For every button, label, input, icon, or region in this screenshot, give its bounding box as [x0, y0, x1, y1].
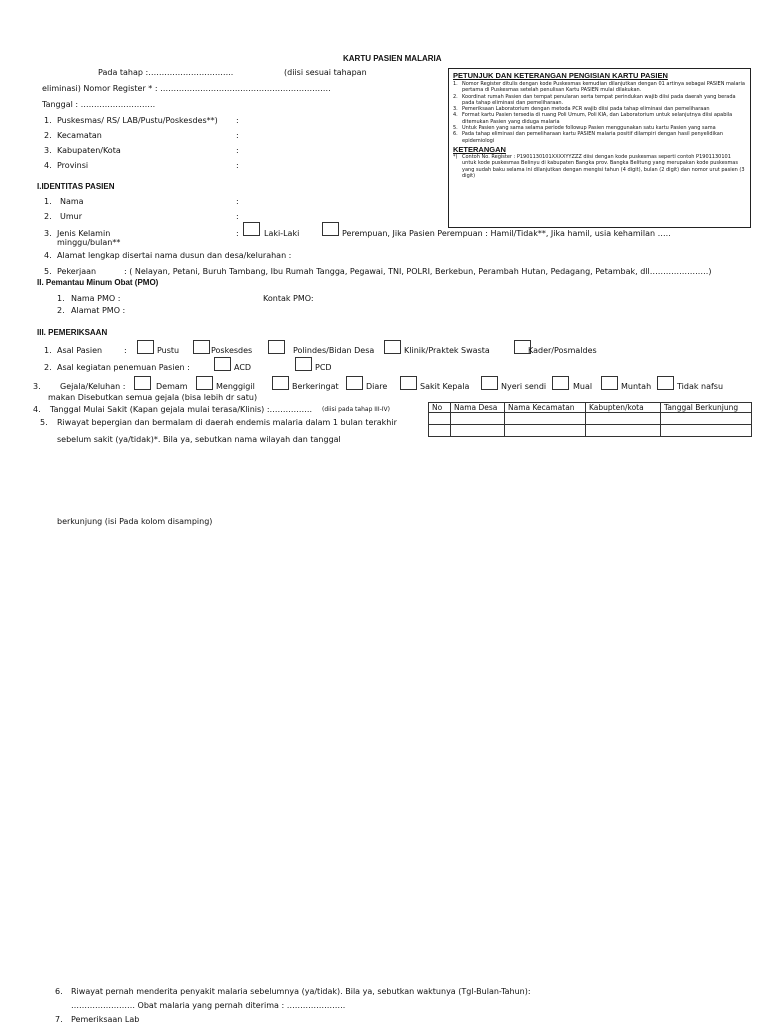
instructions-list: [453, 81, 746, 144]
table-header-row: [429, 403, 752, 413]
tanggal-field[interactable]: Tanggal : ……………………….: [42, 100, 156, 109]
perempuan-label: Perempuan, Jika Pasien Perempuan : Hamil/Tidak**, Jika hamil, usia kehamilan …..: [342, 229, 671, 238]
diare-label: Diare: [366, 382, 388, 391]
kegiatan-number: 2.: [44, 363, 52, 372]
page-title: KARTU PASIEN MALARIA: [343, 54, 442, 63]
jenis-kelamin-number: 3.: [44, 229, 52, 238]
kader-label: Kader/Posmaldes: [528, 346, 597, 355]
col-no: No: [429, 403, 451, 413]
jenis-kelamin-label: Jenis Kelamin: [57, 229, 111, 238]
gejala-label: Gejala/Keluhan :: [60, 382, 126, 391]
pcd-checkbox[interactable]: [295, 357, 312, 371]
asal-pasien-label: Asal Pasien: [57, 346, 103, 355]
tidak-nafsu-label: Tidak nafsu: [677, 382, 724, 391]
obat-malaria-field[interactable]: …………………… Obat malaria yang pernah diterima : ………………….: [71, 1001, 346, 1010]
puskesmas-number: 1.: [44, 116, 52, 125]
polindes-label: Polindes/Bidan Desa: [293, 346, 375, 355]
instruction-number: 4.: [453, 112, 458, 119]
riwayat-malaria-label: Riwayat pernah menderita penyakit malaria sebelumnya (ya/tidak). Bila ya, sebutkan waktunya (Tgl-Bulan-Tahun):: [71, 987, 531, 996]
nama-pmo-number: 1.: [57, 294, 65, 303]
alamat-pmo-number: 2.: [57, 306, 65, 315]
nama-label: Nama: [60, 197, 84, 206]
pustu-label: Pustu: [157, 346, 180, 355]
provinsi-colon: :: [236, 161, 239, 170]
col-kabupaten: Kabupten/kota: [586, 403, 661, 413]
klinik-checkbox[interactable]: [384, 340, 401, 354]
gejala-continuation: makan Disebutkan semua gejala (bisa lebih dr satu): [48, 393, 258, 402]
instruction-item: [453, 112, 746, 125]
nama-colon: :: [236, 197, 239, 206]
sakit-kepala-label: Sakit Kepala: [420, 382, 470, 391]
instruction-text: Nomor Register ditulis dengan kode Puskesmas kemudian dilanjutkan dengan 01 artinya sebagai PASIEN malaria pertama di Puskesmas setelah penulisan Kartu PASIEN mulai dilakukan.: [462, 81, 745, 94]
jenis-kelamin-colon: :: [236, 229, 239, 238]
berkeringat-label: Berkeringat: [292, 382, 339, 391]
alamat-number: 4.: [44, 251, 52, 260]
puskesmas-label: Puskesmas/ RS/ LAB/Pustu/Poskesdes**): [57, 116, 218, 125]
muntah-label: Muntah: [621, 382, 652, 391]
sakit-kepala-checkbox[interactable]: [400, 376, 417, 390]
note-mark: *): [453, 153, 458, 160]
keterangan-note: [453, 154, 746, 179]
riwayat-line-1: Riwayat bepergian dan bermalam di daerah endemis malaria dalam 1 bulan terakhir: [57, 418, 397, 427]
riwayat-line-3: berkunjung (isi Pada kolom disamping): [57, 517, 213, 526]
umur-number: 2.: [44, 212, 52, 221]
tidak-nafsu-checkbox[interactable]: [657, 376, 674, 390]
tanggal-sakit-label: Tanggal Mulai Sakit (Kapan gejala mulai terasa/Klinis) :…………….: [50, 405, 313, 414]
keterangan-title: KETERANGAN: [453, 144, 506, 154]
diare-checkbox[interactable]: [346, 376, 363, 390]
kabupaten-label: Kabupaten/Kota: [57, 146, 121, 155]
tanggal-sakit-note: (diisi pada tahap III-IV): [322, 406, 390, 413]
table-cell[interactable]: [661, 425, 752, 437]
gejala-number: 3.: [33, 382, 41, 391]
polindes-checkbox[interactable]: [268, 340, 285, 354]
menggigil-label: Menggigil: [216, 382, 255, 391]
mual-label: Mual: [573, 382, 593, 391]
perempuan-checkbox[interactable]: [322, 222, 339, 236]
provinsi-number: 4.: [44, 161, 52, 170]
laki-laki-label: Laki-Laki: [264, 229, 300, 238]
section-pmo-title: II. Pemantau Minum Obat (PMO): [37, 278, 159, 287]
table-row: [429, 425, 752, 437]
instruction-text: Format kartu Pasien tersedia di ruang Poli Umum, Poli KIA, dan Laboratorium untuk selanjutnya diisi apabila ditemukan Pasien yang diduga malaria: [462, 112, 733, 125]
asal-pasien-number: 1.: [44, 346, 52, 355]
instructions-box: [448, 68, 751, 228]
umur-colon: :: [236, 212, 239, 221]
table-cell[interactable]: [429, 413, 451, 425]
nyeri-sendi-label: Nyeri sendi: [501, 382, 547, 391]
instruction-text: Pada tahap eliminasi dan pemeliharaan kartu PASIEN malaria positif dilampiri dengan hasil penyelidikan epidemiologi: [462, 131, 724, 144]
pemeriksaan-lab-label: Pemeriksaan Lab: [71, 1015, 140, 1024]
pekerjaan-number: 5.: [44, 267, 52, 276]
instructions-title: PETUNJUK DAN KETERANGAN PENGISIAN KARTU PASIEN: [453, 71, 668, 80]
instruction-item: [453, 131, 746, 144]
minggu-bulan-label: minggu/bulan**: [57, 238, 121, 247]
nomor-register-field[interactable]: eliminasi) Nomor Register * : ……………………………………………………….: [42, 84, 331, 93]
visit-history-table: [428, 402, 752, 437]
col-nama-kecamatan: Nama Kecamatan: [505, 403, 586, 413]
table-cell[interactable]: [505, 425, 586, 437]
tanggal-sakit-number: 4.: [33, 405, 41, 414]
riwayat-line-2: sebelum sakit (ya/tidak)*. Bila ya, sebutkan nama wilayah dan tanggal: [57, 435, 341, 444]
riwayat-number: 5.: [40, 418, 48, 427]
section-identitas-title: I.IDENTITAS PASIEN: [37, 182, 115, 191]
kecamatan-number: 2.: [44, 131, 52, 140]
instruction-item: [453, 94, 746, 107]
instruction-number: 6.: [453, 131, 458, 138]
klinik-label: Klinik/Praktek Swasta: [404, 346, 490, 355]
pada-tahap-field[interactable]: Pada tahap :…………………………..: [98, 68, 234, 77]
table-cell[interactable]: [661, 413, 752, 425]
umur-label: Umur: [60, 212, 83, 221]
demam-checkbox[interactable]: [134, 376, 151, 390]
table-cell[interactable]: [451, 425, 505, 437]
berkeringat-checkbox[interactable]: [272, 376, 289, 390]
poskesdes-checkbox[interactable]: [193, 340, 210, 354]
instruction-number: 3.: [453, 106, 458, 113]
demam-label: Demam: [156, 382, 188, 391]
pemeriksaan-lab-number: 7.: [55, 1015, 63, 1024]
kabupaten-number: 3.: [44, 146, 52, 155]
table-row: [429, 413, 752, 425]
kecamatan-colon: :: [236, 131, 239, 140]
table-cell[interactable]: [586, 413, 661, 425]
table-cell[interactable]: [505, 413, 586, 425]
note-text: Contoh No. Register : P1901130101XXXXYYZZZ diisi dengan kode puskesmas seperti contoh P1901130101 untuk kode puskesmas Belinyu di kabupaten Bangka prov. Bangka Belitung yang merupakan kode puskesmas yang sudah baku selama ini dilanjutkan dengan mengisi tahun (4 digit), bulan (2 digit) dan nomor urut pasien (3 digit): [462, 153, 745, 179]
instruction-number: 1.: [453, 81, 458, 87]
table-cell[interactable]: [586, 425, 661, 437]
pustu-checkbox[interactable]: [137, 340, 154, 354]
poskesdes-label: Poskesdes: [211, 346, 253, 355]
col-tanggal-berkunjung: Tanggal Berkunjung: [661, 403, 752, 413]
alamat-label: Alamat lengkap disertai nama dusun dan desa/kelurahan :: [57, 251, 292, 260]
pcd-label: PCD: [315, 363, 332, 372]
nama-pmo-field[interactable]: Nama PMO :: [71, 294, 121, 303]
kontak-pmo-field[interactable]: Kontak PMO:: [263, 294, 314, 303]
laki-laki-checkbox[interactable]: [243, 222, 260, 236]
pekerjaan-options: : ( Nelayan, Petani, Buruh Tambang, Ibu Rumah Tangga, Pegawai, TNI, POLRI, Berkebun, Perambah Hutan, Pedagang, Petambak, dll……………….…): [124, 267, 712, 276]
kecamatan-label: Kecamatan: [57, 131, 102, 140]
nama-number: 1.: [44, 197, 52, 206]
acd-label: ACD: [234, 363, 252, 372]
asal-pasien-colon: :: [124, 346, 127, 355]
riwayat-malaria-number: 6.: [55, 987, 63, 996]
instruction-text: Untuk Pasien yang sama selama periode followup Pasien menggunakan satu kartu Pasien yang sama: [462, 125, 716, 132]
puskesmas-colon: :: [236, 116, 239, 125]
instruction-text: Pemeriksaan Laboratorium dengan metoda PCR wajib diisi pada tahap eliminasi dan pemeliharaan: [462, 106, 710, 113]
instruction-number: 5.: [453, 125, 458, 132]
table-cell[interactable]: [429, 425, 451, 437]
menggigil-checkbox[interactable]: [196, 376, 213, 390]
muntah-checkbox[interactable]: [601, 376, 618, 390]
diisi-note: (diisi sesuai tahapan: [284, 68, 367, 77]
kegiatan-label: Asal kegiatan penemuan Pasien :: [57, 363, 190, 372]
alamat-pmo-field[interactable]: Alamat PMO :: [71, 306, 126, 315]
acd-checkbox[interactable]: [214, 357, 231, 371]
kabupaten-colon: :: [236, 146, 239, 155]
instruction-item: [453, 81, 746, 94]
instruction-number: 2.: [453, 93, 458, 100]
instruction-text: Koordinat rumah Pasien dan tempat penularan serta tempat perindukan wajib diisi pada daerah yang berada pada tahap eliminasi dan pemeliharaan.: [462, 93, 736, 106]
table-cell[interactable]: [451, 413, 505, 425]
provinsi-label: Provinsi: [57, 161, 89, 170]
section-pemeriksaan-title: III. PEMERIKSAAN: [37, 328, 108, 337]
col-nama-desa: Nama Desa: [451, 403, 505, 413]
pekerjaan-label: Pekerjaan: [57, 267, 97, 276]
mual-checkbox[interactable]: [552, 376, 569, 390]
nyeri-sendi-checkbox[interactable]: [481, 376, 498, 390]
